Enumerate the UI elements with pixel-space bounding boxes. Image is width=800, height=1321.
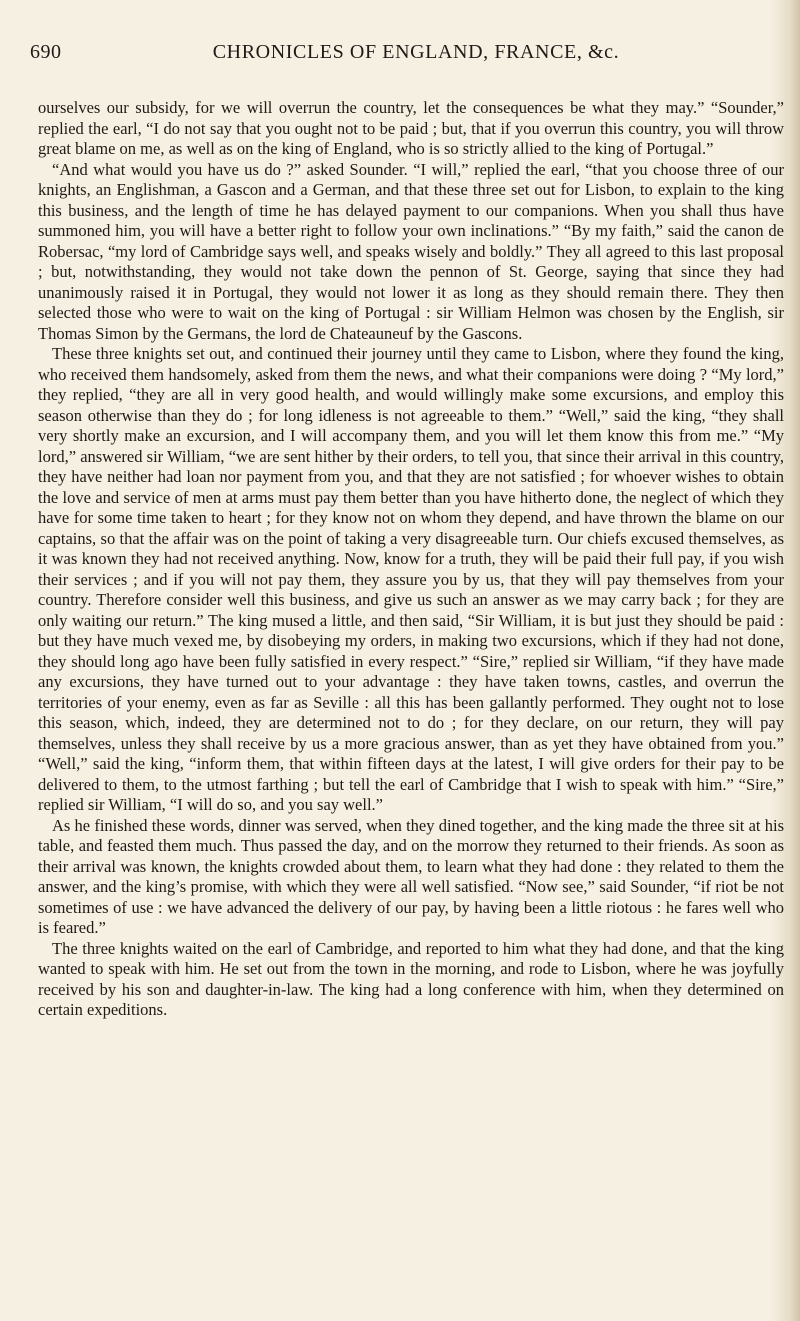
body-text	[38, 98, 784, 1021]
paragraph: ourselves our subsidy, for we will overrun the country, let the consequences be what they may.” “Sounder,” replied the earl, “I do not say that you ought not to be paid ; but, that if you overrun this country, you will throw great blame on me, as well as on the king of England, who is so strictly allied to the king of Portugal.”	[38, 98, 784, 158]
paragraph: As he finished these words, dinner was served, when they dined together, and the king made the three sit at his table, and feasted them much. Thus passed the day, and on the morrow they returned to their friends. As soon as their arrival was known, the knights crowded about them, to learn what they had done : they related to them the answer, and the king’s promise, with which they were all well satisfied. “Now see,” said Sounder, “if riot be not sometimes of use : we have advanced the delivery of our pay, by having been a little riotous : he fares well who is feared.”	[38, 815, 784, 937]
running-title: CHRONICLES OF ENGLAND, FRANCE, &c.	[212, 41, 620, 63]
paragraph: These three knights set out, and continued their journey until they came to Lisbon, where they found the king, who received them handsomely, asked from them the news, and what their companions were doing ? “My lord,” they replied, “they are all in very good health, and would willingly make some excursions, and employ this season otherwise than they do ; for long idleness is not agreeable to them.” “Well,” said the king, “they shall very shortly make an excursion, and I will accompany them, and you will let them know this from me.” “My lord,” answered sir William, “we are sent hither by their orders, to tell you, that since their arrival in this country, they have neither had loan nor payment from you, and that they are not satisfied ; for whoever wishes to obtain the love and service of men at arms must pay them better than you have hitherto done, the neglect of which they have for some time taken to heart ; for they know not on whom they depend, and have thrown the blame on our captains, so that the affair was on the point of taking a very disagreeable turn. Our chiefs excused themselves, as it was known they had not received anything. Now, know for a truth, they will be paid their full pay, if you wish their services ; and if you will not pay them, they assure you by us, that they will pay themselves from your country. Therefore consider well this business, and give us such an answer as we may carry back ; for they are only waiting our return.” The king mused a little, and then said, “Sir William, it is but just they should be paid : but they have much vexed me, by disobeying my orders, in making two excursions, which if they had not done, they should long ago have been fully satisfied in every respect.” “Sire,” replied sir William, “if they have made any excursions, they have turned out to your advantage : they have taken towns, castles, and overrun the territories of your enemy, even as far as Seville : all this has been gallantly performed. They ought not to lose this season, which, indeed, they are determined not to do ; for they declare, on our return, they will pay themselves, unless they shall receive by us a more gracious answer, than as yet they have obtained from you.” “Well,” said the king, “inform them, that within fifteen days at the latest, I will give orders for their pay to be delivered to them, to the utmost farthing ; but tell the earl of Cambridge that I wish to speak with him.” “Sire,” replied sir William, “I will do so, and you say well.”	[38, 344, 784, 814]
page-number: 690	[30, 41, 62, 63]
paragraph: “And what would you have us do ?” asked Sounder. “I will,” replied the earl, “that you choose three of our knights, an Englishman, a Gascon and a German, and that these three set out for Lisbon, to explain to the king this business, and the length of time he has delayed payment to our companions. When you shall thus have summoned him, you will have a better right to follow your own inclinations.” “By my faith,” said the canon de Robersac, “my lord of Cambridge says well, and speaks wisely and boldly.” They all agreed to this last proposal ; but, notwithstanding, they would not take down the pennon of St. George, saying that since they had unanimously raised it in Portugal, they would not lower it as long as they should remain there. They then selected those who were to wait on the king of Portugal : sir William Helmon was chosen by the English, sir Thomas Simon by the Germans, the lord de Chateauneuf by the Gascons.	[38, 159, 784, 343]
paragraph: The three knights waited on the earl of Cambridge, and reported to him what they had done, and that the king wanted to speak with him. He set out from the town in the morning, and rode to Lisbon, where he was joyfully received by his son and daughter-in-law. The king had a long conference with him, when they determined on certain expeditions.	[38, 938, 784, 1019]
page-header	[30, 41, 782, 69]
